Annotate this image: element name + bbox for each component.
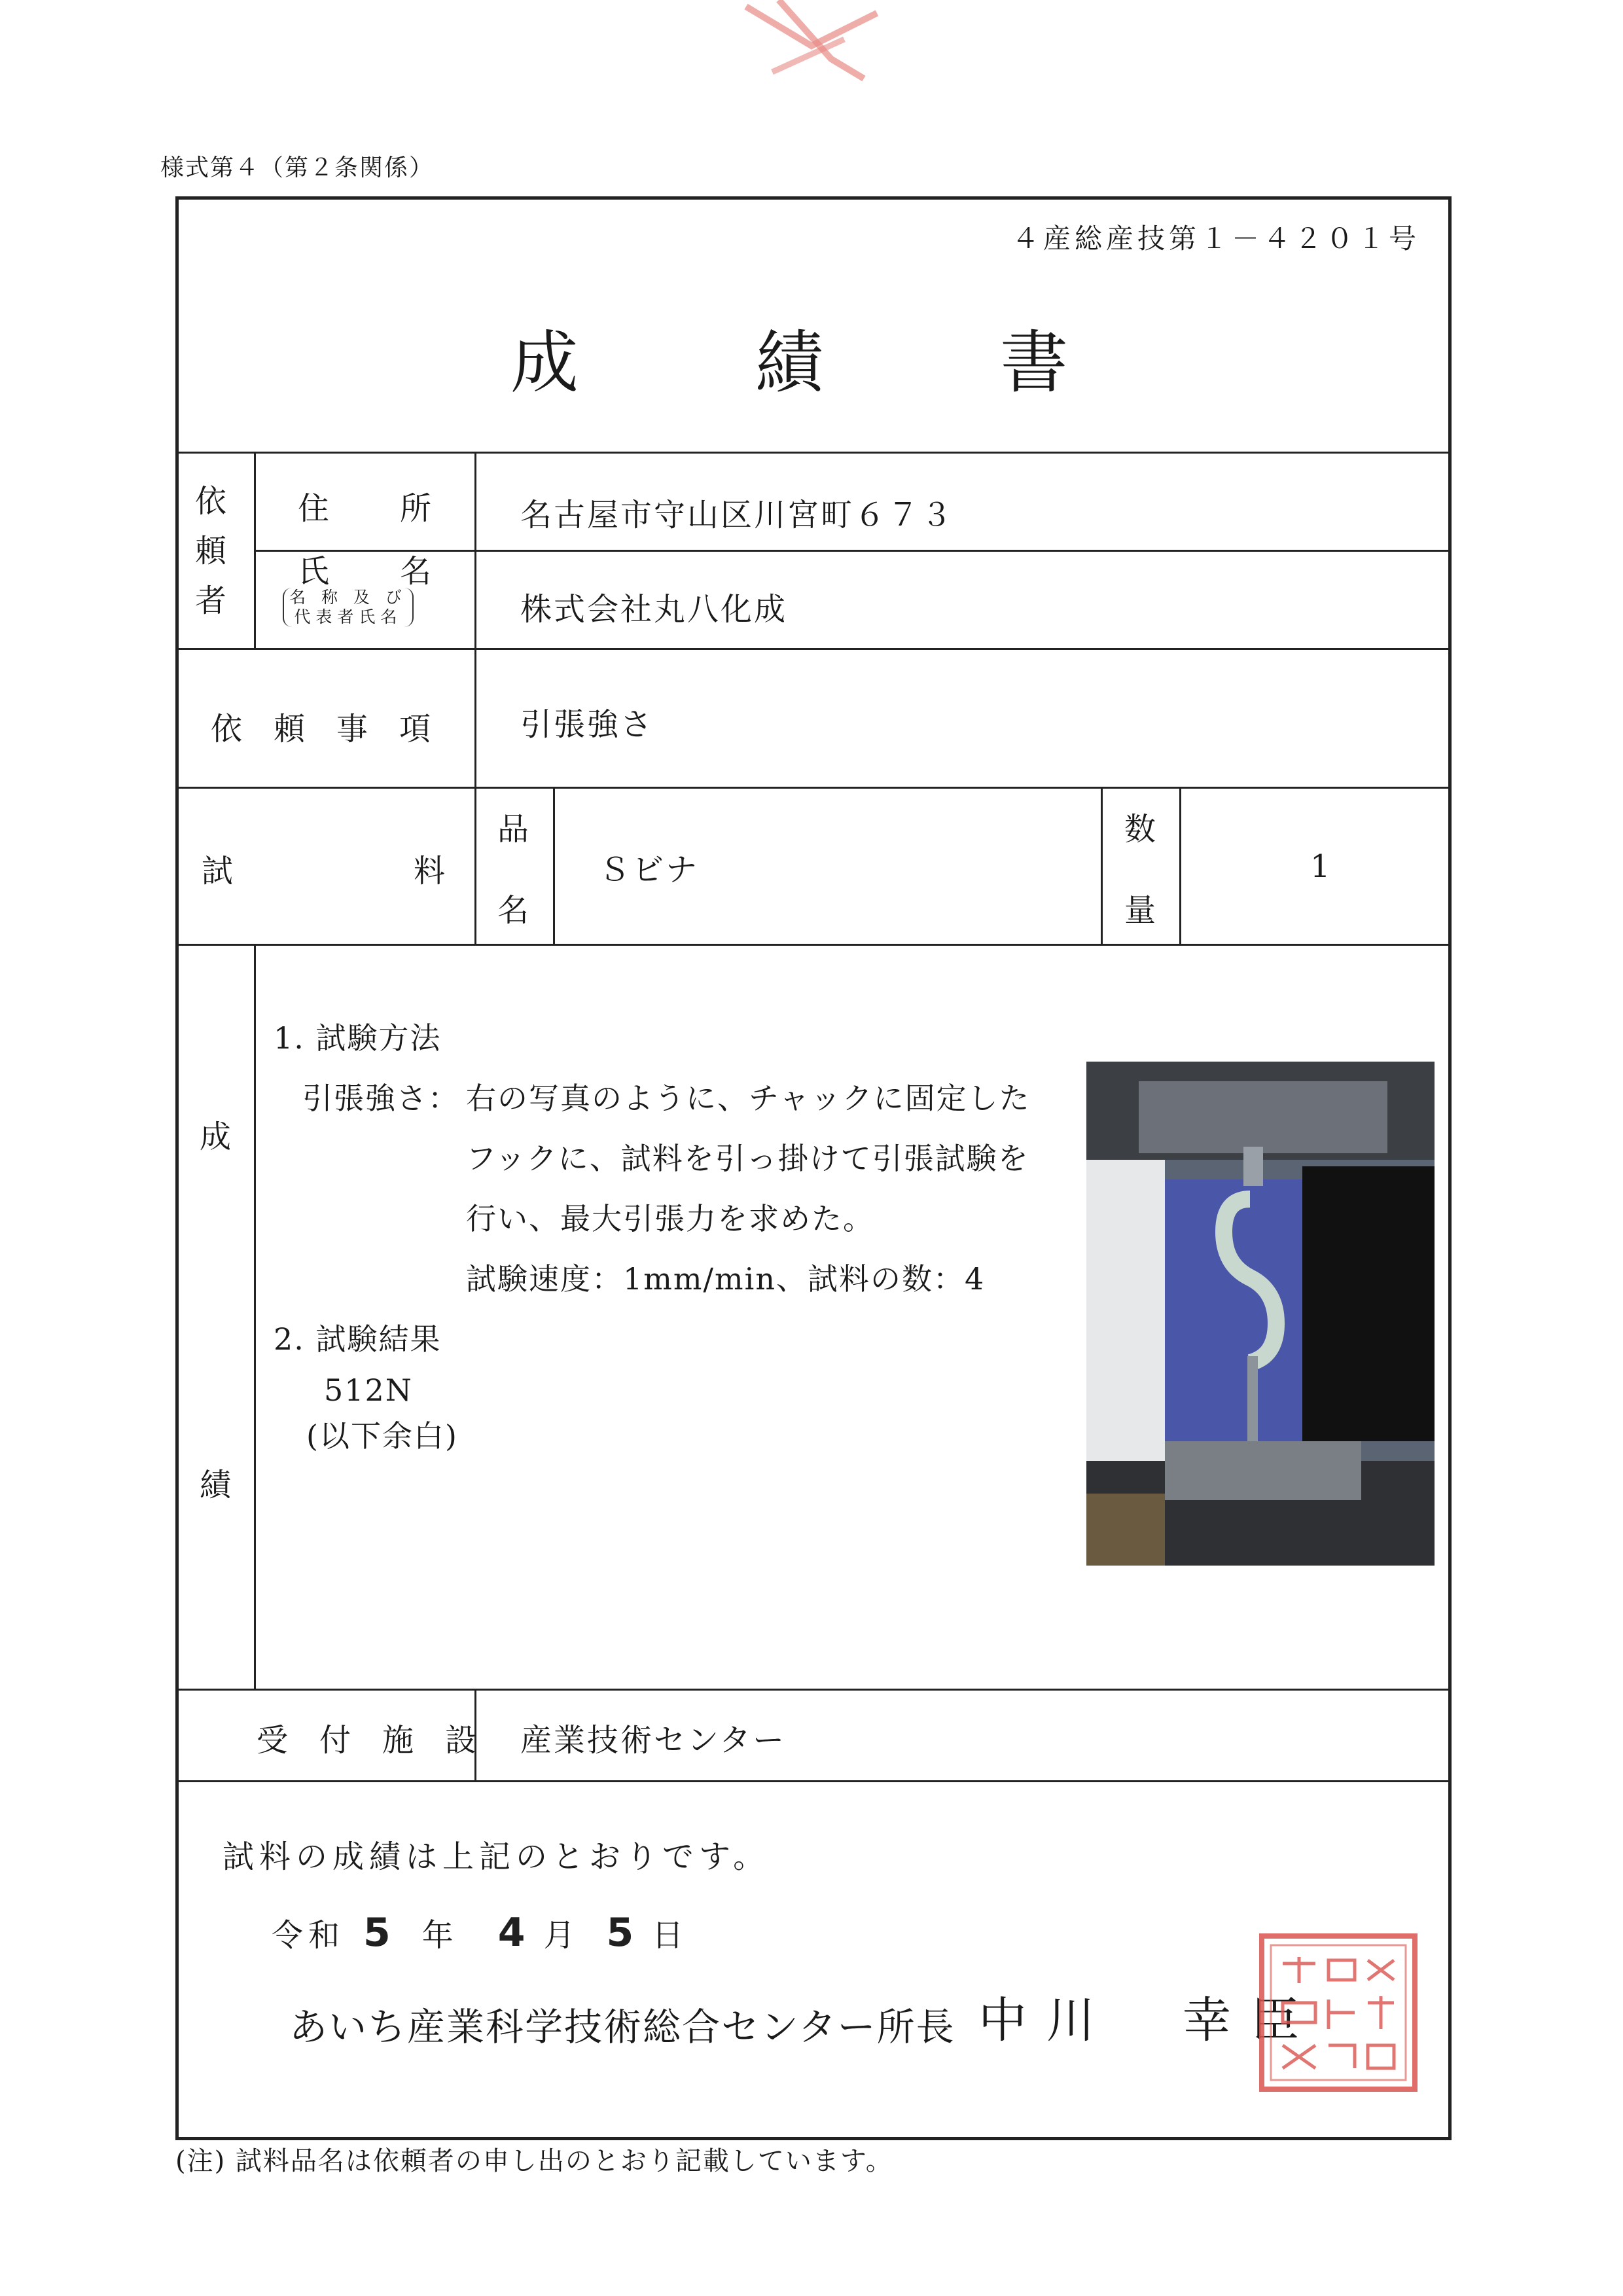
name-sublabel: 名 称 及 び 代表者氏名 <box>283 588 414 627</box>
title-char: 績 <box>755 323 824 403</box>
top-receipt-stamp <box>733 0 903 92</box>
test-method-line: 試験速度：1mm/min、試料の数：4 <box>466 1261 986 1297</box>
address-value: 名古屋市守山区川宮町６７３ <box>520 497 955 533</box>
document-number: ４産総産技第１－４２０１号 <box>1011 223 1420 255</box>
footnote: (注) 試料品名は依頼者の申し出のとおり記載しています。 <box>175 2146 893 2176</box>
product-value: Ｓビナ <box>599 852 700 888</box>
name-label: 氏 名 <box>298 553 435 590</box>
results-label-char: 績 <box>200 1467 232 1503</box>
results-label-char: 成 <box>200 1119 232 1155</box>
closing-statement: 試料の成績は上記のとおりです。 <box>223 1839 770 1875</box>
tensile-test-photo <box>1086 1062 1435 1566</box>
test-method-line: 右の写真のように、チャックに固定した <box>466 1081 1031 1116</box>
test-result-remark: (以下余白) <box>306 1418 458 1454</box>
date-day-unit: 日 <box>652 1917 684 1954</box>
sample-label-left: 試 <box>202 853 234 889</box>
test-method-line: フックに、試料を引っ掛けて引張試験を <box>466 1141 1029 1176</box>
request-item-label: 依 頼 事 項 <box>211 711 431 747</box>
date-era: 令和 <box>272 1917 346 1954</box>
document-title <box>510 308 1068 406</box>
product-label-char: 名 <box>497 892 529 929</box>
product-label-char: 品 <box>497 811 529 848</box>
test-result-heading: 2. 試験結果 <box>274 1321 442 1357</box>
facility-label: 受 付 施 設 <box>257 1722 477 1759</box>
title-char: 書 <box>1000 323 1069 403</box>
test-method-line: 行い、最大引張力を求めた。 <box>466 1201 874 1236</box>
name-value: 株式会社丸八化成 <box>520 591 788 628</box>
form-number: 様式第４（第２条関係） <box>160 154 435 181</box>
quantity-label-char: 量 <box>1124 892 1156 929</box>
date-month-unit: 月 <box>543 1917 575 1954</box>
address-label: 住 所 <box>298 490 435 527</box>
quantity-value: 1 <box>1310 848 1332 885</box>
signer-name: 中川 幸臣 <box>978 1992 1319 2049</box>
date-day: 5 <box>606 1910 634 1956</box>
title-char: 成 <box>510 323 579 403</box>
date-month: 4 <box>497 1910 526 1956</box>
test-method-item: 引張強さ： <box>302 1081 459 1116</box>
quantity-label-char: 数 <box>1124 811 1156 848</box>
test-result-value: 512N <box>324 1372 414 1408</box>
official-seal <box>1257 1931 1420 2094</box>
facility-value: 産業技術センター <box>520 1722 787 1759</box>
request-item-value: 引張強さ <box>520 706 654 743</box>
requester-section-label: 依 頼 者 <box>195 483 227 619</box>
sample-label-right: 料 <box>414 853 446 889</box>
date-year-unit: 年 <box>421 1917 454 1954</box>
date-year: 5 <box>363 1910 391 1956</box>
test-method-heading: 1. 試験方法 <box>274 1020 442 1056</box>
issue-date <box>272 1910 683 1956</box>
issuer-title: あいち産業科学技術総合センター所長 <box>289 2005 955 2049</box>
